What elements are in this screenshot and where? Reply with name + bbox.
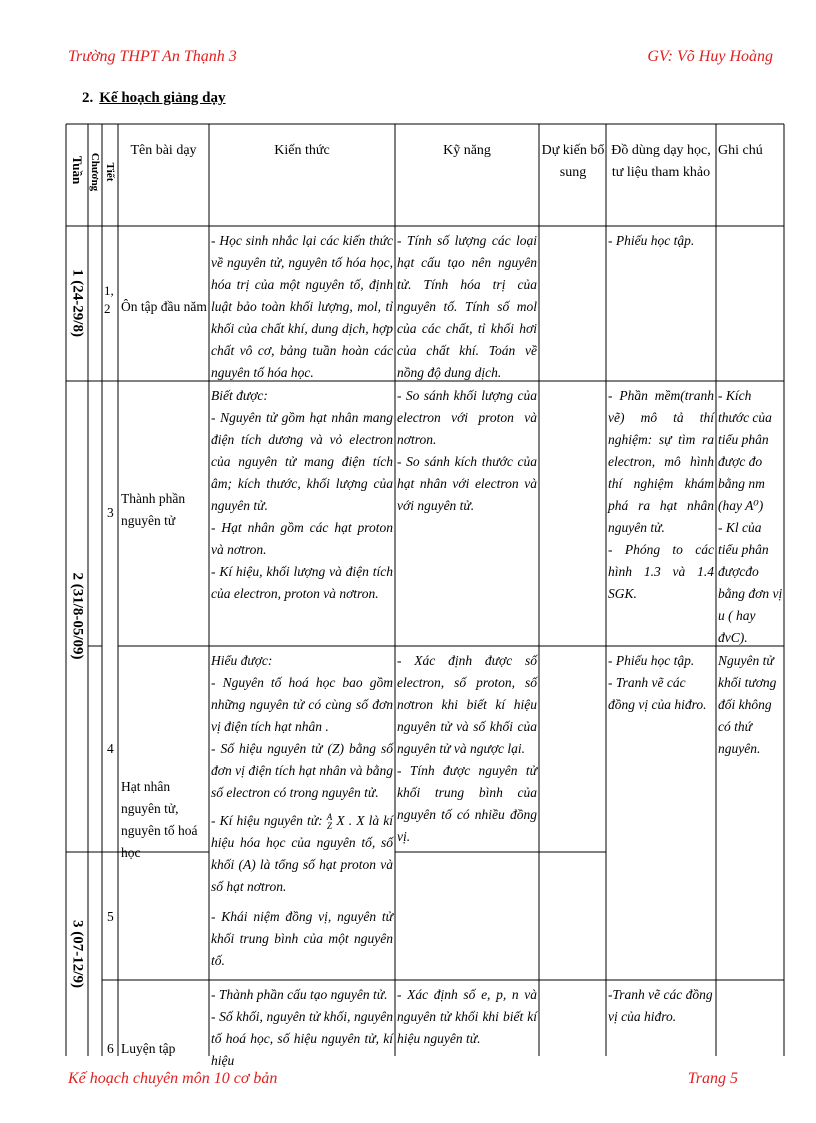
knowledge-line: Biết được: xyxy=(211,388,268,403)
school-name: Trường THPT An Thạnh 3 xyxy=(68,48,237,65)
knowledge-line: - Khái niệm đồng vị, nguyên tử khối trung bình của một nguyên tố. xyxy=(211,909,393,968)
header-period: Tiết xyxy=(104,162,116,182)
lesson-cell: Luyện tập xyxy=(121,1041,176,1056)
notes-line: Nguyên tử khối tương đối không có thứ nguyên. xyxy=(718,653,777,756)
skills-line: - So sánh khối lượng của electron với proton và nơtron. xyxy=(397,388,537,447)
knowledge-cell xyxy=(211,650,393,972)
knowledge-line: - Nguyên tử gồm hạt nhân mang điện tích dương và vỏ electron của nguyên tử mang điện tích âm; kích thước, khối lượng của nguyên tử. xyxy=(211,410,393,513)
header-knowledge: Kiến thức xyxy=(274,143,330,158)
week-label: 3 (07-12/9) xyxy=(69,920,86,988)
lesson-cell: Hạt nhân nguyên tử, nguyên tố hoá học xyxy=(121,779,198,860)
knowledge-cell xyxy=(211,385,393,605)
lesson-cell: Thành phần nguyên tử xyxy=(121,491,186,528)
knowledge-line: - Kí hiệu, khối lượng và điện tích của electron, proton và nơtron. xyxy=(211,564,393,601)
skills-cell xyxy=(397,230,537,384)
header-skills: Kỹ năng xyxy=(443,143,491,158)
header-week: Tuần xyxy=(70,155,85,185)
skills-cell xyxy=(397,984,537,1056)
skills-line: - Tính được nguyên tử khối trung bình của nguyên tố có nhiều đồng vị. xyxy=(397,763,537,844)
period-cell: 6 xyxy=(107,1041,114,1056)
knowledge-cell xyxy=(211,984,393,1068)
skills-cell xyxy=(397,650,537,848)
materials-cell xyxy=(608,650,714,716)
header-notes: Ghi chú xyxy=(718,143,763,158)
materials-line: - Phiếu học tập. xyxy=(608,653,695,668)
materials-line: -Tranh vẽ các đồng vị của hiđro. xyxy=(608,987,713,1024)
mass-number: A xyxy=(326,811,333,822)
week-label: 1 (24-29/8) xyxy=(69,269,86,337)
knowledge-cell xyxy=(211,230,393,384)
skills-cell xyxy=(397,385,537,517)
materials-line: - Tranh vẽ các đồng vị của hiđro. xyxy=(608,675,707,712)
materials-cell xyxy=(608,984,714,1028)
header-materials: Đồ dùng dạy học, tư liệu tham khảo xyxy=(611,143,711,180)
knowledge-line: - Học sinh nhắc lại các kiến thức về nguyên tử, nguyên tố hóa học, hóa trị của một nguyên tố, định luật bảo toàn khối lượng, mol, tỉ khối của chất khí, dung dịch, hợp chất vô cơ, bảng tuần hoàn các nguyên tố hóa học. xyxy=(211,233,393,380)
knowledge-line: - Hạt nhân gồm các hạt proton và nơtron. xyxy=(211,520,393,557)
materials-cell xyxy=(608,385,714,605)
header-lesson: Tên bài dạy xyxy=(130,143,197,158)
header-supplement: Dự kiến bổ sung xyxy=(541,143,605,180)
footer-title: Kế hoạch chuyên môn 10 cơ bản xyxy=(68,1070,278,1087)
notes-cell xyxy=(718,650,784,760)
skills-line: - So sánh kích thước của hạt nhân với electron và với nguyên tử. xyxy=(397,454,537,513)
knowledge-line: - Số khối, nguyên tử khối, nguyên tố hoá học, số hiệu nguyên tử, kí hiệu xyxy=(211,1009,393,1068)
lesson-cell: Ôn tập đầu năm xyxy=(121,299,207,314)
page-number: Trang 5 xyxy=(687,1070,738,1087)
materials-line: - Phiếu học tập. xyxy=(608,233,695,248)
notes-line: - Kích thước của tiểu phân được đo bằng nm (hay A⁰) xyxy=(718,388,772,513)
skills-line: - Tính số lượng các loại hạt cấu tạo nên nguyên tử. Tính hóa trị của nguyên tố. Tính số mol của các chất, tỉ khối hơi của chất khí. Toán về nồng độ dung dịch. xyxy=(397,233,537,380)
period-cell: 1, 2 xyxy=(104,283,114,316)
section-number: 2. xyxy=(82,90,94,106)
period-cell: 4 xyxy=(107,741,114,756)
materials-line: - Phóng to các hình 1.3 và 1.4 SGK. xyxy=(608,542,714,601)
notes-line: - Kl của tiểu phân đượcđo bằng đơn vị u ( hay đvC). xyxy=(718,520,783,645)
atomic-number: Z xyxy=(326,820,332,831)
skills-line: - Xác định được số electron, số proton, số nơtron khi biết kí hiệu nguyên tử và số khối của nguyên tử và ngược lại. xyxy=(397,653,537,756)
header-topic: Chương xyxy=(89,152,101,192)
week-label: 2 (31/8-05/09) xyxy=(69,572,86,660)
materials-line: - Phần mềm(tranh vẽ) mô tả thí nghiệm: sự tìm ra electron, mô hình thí nghiệm khám phá ra hạt nhân nguyên tử. xyxy=(608,388,714,535)
symbol-superscript xyxy=(327,813,333,831)
notes-cell xyxy=(718,385,784,649)
teacher-name: GV: Võ Huy Hoàng xyxy=(647,48,773,65)
knowledge-line: - Thành phần cấu tạo nguyên tử. xyxy=(211,987,388,1002)
knowledge-line: - Số hiệu nguyên tử (Z) bằng số đơn vị điện tích hạt nhân và bằng số electron có trong nguyên tử. xyxy=(211,741,393,800)
period-cell: 5 xyxy=(107,909,114,924)
section-heading xyxy=(82,90,226,107)
symbol-rest: X . X là kí hiệu hóa học của nguyên tố, số khối (A) là tổng số hạt proton và số hạt nơtron. xyxy=(211,813,394,894)
skills-line: - Xác định số e, p, n và nguyên tử khối khi biết kí hiệu nguyên tử. xyxy=(397,987,537,1046)
period-cell: 3 xyxy=(107,505,114,520)
materials-cell xyxy=(608,230,714,252)
section-title: Kế hoạch giảng dạy xyxy=(99,90,226,106)
symbol-prefix: - Kí hiệu nguyên tử: xyxy=(211,813,323,828)
knowledge-line: - Nguyên tố hoá học bao gồm những nguyên tử có cùng số đơn vị điện tích hạt nhân . xyxy=(211,675,393,734)
knowledge-line: Hiểu được: xyxy=(211,653,273,668)
knowledge-symbol-line xyxy=(211,810,393,898)
